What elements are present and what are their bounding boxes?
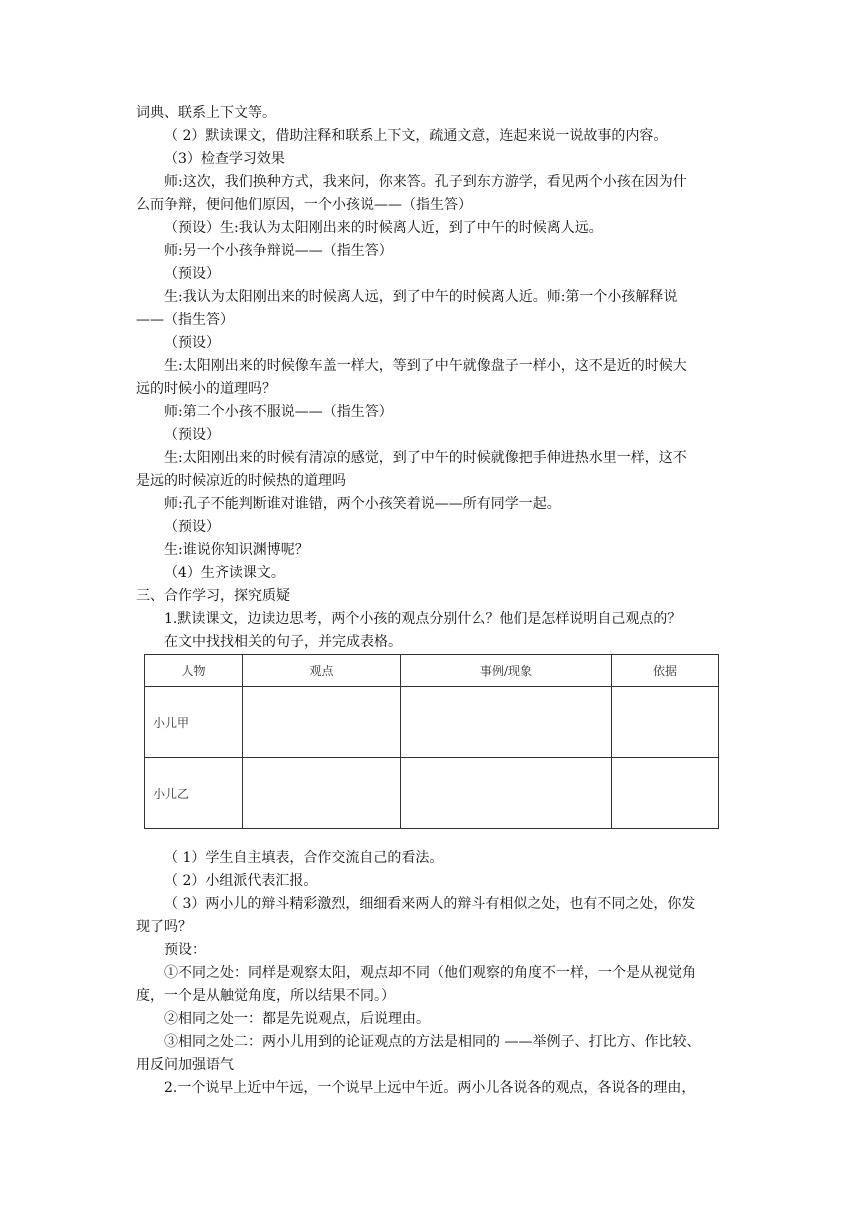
- text-line: 词典、联系上下文等。: [136, 105, 276, 121]
- text-line: 生:谁说你知识渊博呢？: [164, 542, 309, 558]
- text-line: 生:太阳刚出来的时候有清凉的感觉，到了中午的时候就像把手伸进热水里一样，这不: [164, 450, 687, 466]
- text-line: （ 2）默读课文，借助注释和联系上下文，疏通文意，连起来说一说故事的内容。: [164, 128, 668, 144]
- table-cell: [612, 758, 719, 829]
- comparison-table: [144, 654, 719, 829]
- text-line: （ 2）小组派代表汇报。: [164, 873, 318, 889]
- text-line: （预设）: [164, 427, 220, 443]
- table-header-cell: 观点: [243, 655, 401, 687]
- text-line: （预设）: [164, 335, 220, 351]
- table-row: [145, 687, 719, 758]
- text-line: （3）检查学习效果: [164, 151, 285, 167]
- table-header-cell: 人物: [145, 655, 243, 687]
- text-line: 度，一个是从触觉角度，所以结果不同。）: [136, 988, 395, 1004]
- text-line: 生:我认为太阳刚出来的时候离人远，到了中午的时候离人近。师:第一个小孩解释说: [164, 289, 678, 305]
- text-line: 在文中找找相关的句子，并完成表格。: [164, 634, 402, 650]
- table-header-cell: 依据: [612, 655, 719, 687]
- text-line: （预设）: [164, 519, 220, 535]
- section-heading: 三、合作学习，探究质疑: [136, 588, 290, 604]
- table-row-label: 小儿甲: [145, 687, 243, 758]
- table-header-row: [145, 655, 719, 687]
- table-cell: [243, 758, 401, 829]
- text-line: （ 3）两小儿的辩斗精彩激烈，细细看来两人的辩斗有相似之处，也有不同之处，你发: [164, 896, 696, 912]
- text-line: 用反问加强语气: [136, 1057, 234, 1073]
- text-line: （预设）生:我认为太阳刚出来的时候离人近，到了中午的时候离人远。: [164, 220, 603, 236]
- text-line: ——（指生答）: [136, 312, 234, 328]
- text-line: （4）生齐读课文。: [164, 565, 285, 581]
- text-line: 远的时候小的道理吗？: [136, 381, 276, 397]
- text-line: 师:另一个小孩争辩说——（指生答）: [164, 243, 393, 259]
- text-line: （ 1）学生自主填表，合作交流自己的看法。: [164, 850, 444, 866]
- text-line: 2.一个说早上近中午远，一个说早上远中午近。两小儿各说各的观点，各说各的理由，: [164, 1080, 696, 1096]
- text-line: 生:太阳刚出来的时候像车盖一样大，等到了中午就像盘子一样小，这不是近的时候大: [164, 358, 687, 374]
- text-line: 是远的时候凉近的时候热的道理吗: [136, 473, 346, 489]
- text-line: 师:孔子不能判断谁对谁错，两个小孩笑着说——所有同学一起。: [164, 496, 561, 512]
- text-line: ①不同之处：同样是观察太阳，观点却不同（他们观察的角度不一样，一个是从视觉角: [164, 965, 696, 981]
- table-row-label: 小儿乙: [145, 758, 243, 829]
- text-line: 现了吗？: [136, 919, 192, 935]
- text-line: 预设：: [164, 942, 206, 958]
- table-cell: [401, 758, 612, 829]
- table-header-cell: 事例/现象: [401, 655, 612, 687]
- text-line: 么而争辩，便问他们原因，一个小孩说——（指生答）: [136, 197, 472, 213]
- text-line: ②相同之处一：都是先说观点，后说理由。: [164, 1011, 430, 1027]
- table-row: [145, 758, 719, 829]
- text-line: ③相同之处二：两小儿用到的论证观点的方法是相同的 ——举例子、打比方、作比较、: [164, 1034, 701, 1050]
- text-line: 1.默读课文，边读边思考，两个小孩的观点分别什么？他们是怎样说明自己观点的？: [164, 611, 682, 627]
- table-cell: [401, 687, 612, 758]
- table-cell: [243, 687, 401, 758]
- table-cell: [612, 687, 719, 758]
- text-line: （预设）: [164, 266, 220, 282]
- text-line: 师:第二个小孩不服说——（指生答）: [164, 404, 393, 420]
- text-line: 师:这次，我们换种方式，我来问，你来答。孔子到东方游学，看见两个小孩在因为什: [164, 174, 687, 190]
